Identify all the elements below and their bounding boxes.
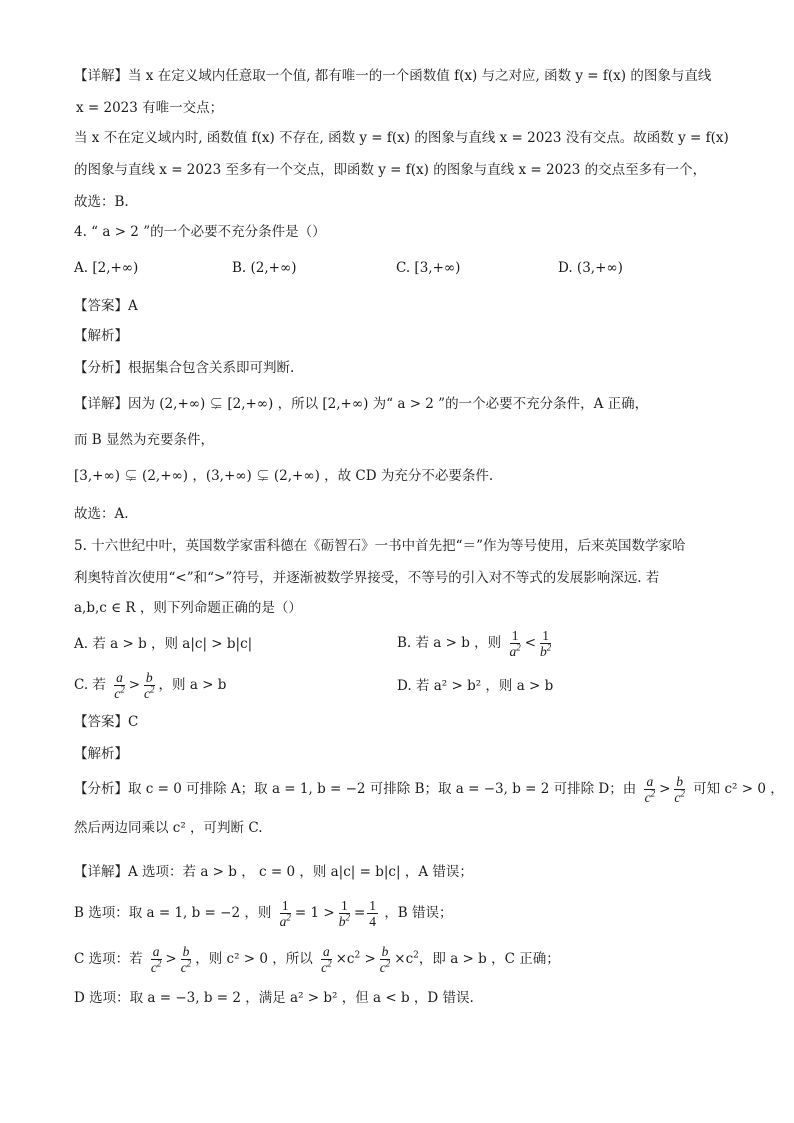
question-5-stem: a,b,c ∈ R ，则下列命题正确的是（） <box>74 600 302 616</box>
q5-analysis-pre: 【分析】取 c = 0 可排除 A；取 a = 1, b = −2 可排除 B；取 a = −3, b = 2 可排除 D；由 <box>74 781 637 797</box>
q5-option-b: B. 若 a > b ，则 $\frac{1}{a^2}$ < $\frac{1}{b^2}$ <box>397 628 552 659</box>
q5-analysis: 【分析】取 c = 0 可排除 A；取 a = 1, b = −2 可排除 B；取 a = −3, b = 2 可排除 D；由 $\frac{a}{c^2}$ > $\frac{b}{c^2}$ 可知 c² > 0 ， <box>74 774 784 805</box>
q5-detail-c-post: ，即 a > b ，C 正确； <box>418 951 560 967</box>
paragraph: 当 x 不在定义域内时, 函数值 f(x) 不存在, 函数 y = f(x) 的图象与直线 x = 2023 没有交点。故函数 y = f(x) <box>74 130 729 146</box>
q5-jiexi-heading: 【解析】 <box>74 746 128 762</box>
q5-detail-b-post: ，B 错误； <box>384 905 453 921</box>
q5-detail-a: 【详解】A 选项：若 a > b ， c = 0 ，则 a|c| = b|c| ，A 错误； <box>74 864 473 880</box>
q5-detail-b: B 选项：取 a = 1, b = −2 ，则 $\frac{1}{a^2}$ = 1 > $\frac{1}{b^2}$ = $\frac{1}{4}$ ，B 错误； <box>74 898 453 929</box>
fraction: $\frac{b}{c^2}$ <box>674 774 685 805</box>
q5-option-c-pre: C. 若 <box>74 677 106 693</box>
fraction: $\frac{a}{c^2}$ <box>150 944 162 975</box>
q4-option-d: D. (3,+∞) <box>558 260 623 276</box>
fraction: $\frac{1}{b^2}$ <box>338 898 350 929</box>
fraction: $\frac{a}{c^2}$ <box>321 944 332 975</box>
fraction: $\frac{a}{c^2}$ <box>644 774 656 805</box>
question-5-stem: 利奥特首次使用“<”和“>”符号，并逐渐被数学界接受，不等号的引入对不等式的发展影响深远. 若 <box>74 570 660 586</box>
q4-option-b: B. (2,+∞) <box>232 260 297 276</box>
q5-option-c: C. 若 $\frac{a}{c^2}$ > $\frac{b}{c^2}$ ，则 a > b <box>74 670 227 701</box>
q4-detail-line: 【详解】因为 (2,+∞) ⊊ [2,+∞) ，所以 [2,+∞) 为“ a > 2 ”的一个必要不充分条件，A 正确， <box>74 396 649 412</box>
paragraph: x = 2023 有唯一交点； <box>76 100 224 116</box>
q4-conclusion: 故选：A. <box>74 506 129 522</box>
q5-detail-c-pre: C 选项：若 <box>74 951 143 967</box>
fraction: $\frac{1}{a^2}$ <box>279 898 291 929</box>
q4-detail-line: [3,+∞) ⊊ (2,+∞) ，(3,+∞) ⊊ (2,+∞) ，故 CD 为充分不必要条件. <box>74 468 494 484</box>
q5-analysis-post: 可知 c² > 0 ， <box>693 781 784 797</box>
q5-option-c-post: ，则 a > b <box>158 677 227 693</box>
q4-answer: 【答案】A <box>74 298 138 314</box>
q5-detail-c: C 选项：若 $\frac{a}{c^2}$ > $\frac{b}{c^2}$ ，则 c² > 0 ，所以 $\frac{a}{c^2}$ $\times c^2$ > $\frac{b}{c^2}$ $\times c^2$，即 a > b ，C 正确； <box>74 944 560 975</box>
fraction: $\frac{a}{c^2}$ <box>114 670 125 701</box>
paragraph: 故选：B. <box>74 194 129 210</box>
fraction: $\frac{1}{4}$ <box>369 898 377 929</box>
q4-option-a: A. [2,+∞) <box>74 260 139 276</box>
q5-answer: 【答案】C <box>74 714 139 730</box>
q5-option-d: D. 若 a² > b² ，则 a > b <box>397 678 554 694</box>
question-5-stem: 5. 十六世纪中叶，英国数学家雷科德在《砺智石》一书中首先把“＝”作为等号使用，后来英国数学家哈 <box>74 538 686 554</box>
q5-detail-c-mid: ，则 c² > 0 ，所以 <box>195 951 313 967</box>
fraction: $\frac{1}{a^2}$ <box>509 628 521 659</box>
q5-option-a: A. 若 a > b ，则 a|c| > b|c| <box>74 636 253 652</box>
fraction: $\frac{b}{c^2}$ <box>379 944 391 975</box>
q4-detail-line: 而 B 显然为充要条件， <box>74 432 215 448</box>
q5-detail-d: D 选项：取 a = −3, b = 2 ，满足 a² > b² ，但 a < b ，D 错误. <box>74 990 474 1006</box>
q4-analysis: 【分析】根据集合包含关系即可判断. <box>74 360 295 376</box>
paragraph: 的图象与直线 x = 2023 至多有一个交点，即函数 y = f(x) 的图象与直线 x = 2023 的交点至多有一个， <box>74 162 707 178</box>
fraction: $\frac{b}{c^2}$ <box>180 944 192 975</box>
q4-jiexi-heading: 【解析】 <box>74 328 128 344</box>
paragraph: 【详解】当 x 在定义域内任意取一个值, 都有唯一的一个函数值 f(x) 与之对应, 函数 y = f(x) 的图象与直线 <box>74 68 712 84</box>
q5-option-b-text: B. 若 a > b ，则 <box>397 635 502 651</box>
question-4-stem: 4. “ a > 2 ”的一个必要不充分条件是（） <box>74 224 326 240</box>
q5-detail-b-pre: B 选项：取 a = 1, b = −2 ，则 <box>74 905 272 921</box>
fraction: $\frac{1}{b^2}$ <box>540 628 552 659</box>
fraction: $\frac{b}{c^2}$ <box>144 670 155 701</box>
q5-analysis-line2: 然后两边同乘以 c² ，可判断 C. <box>74 820 263 836</box>
q4-option-c: C. [3,+∞) <box>396 260 461 276</box>
